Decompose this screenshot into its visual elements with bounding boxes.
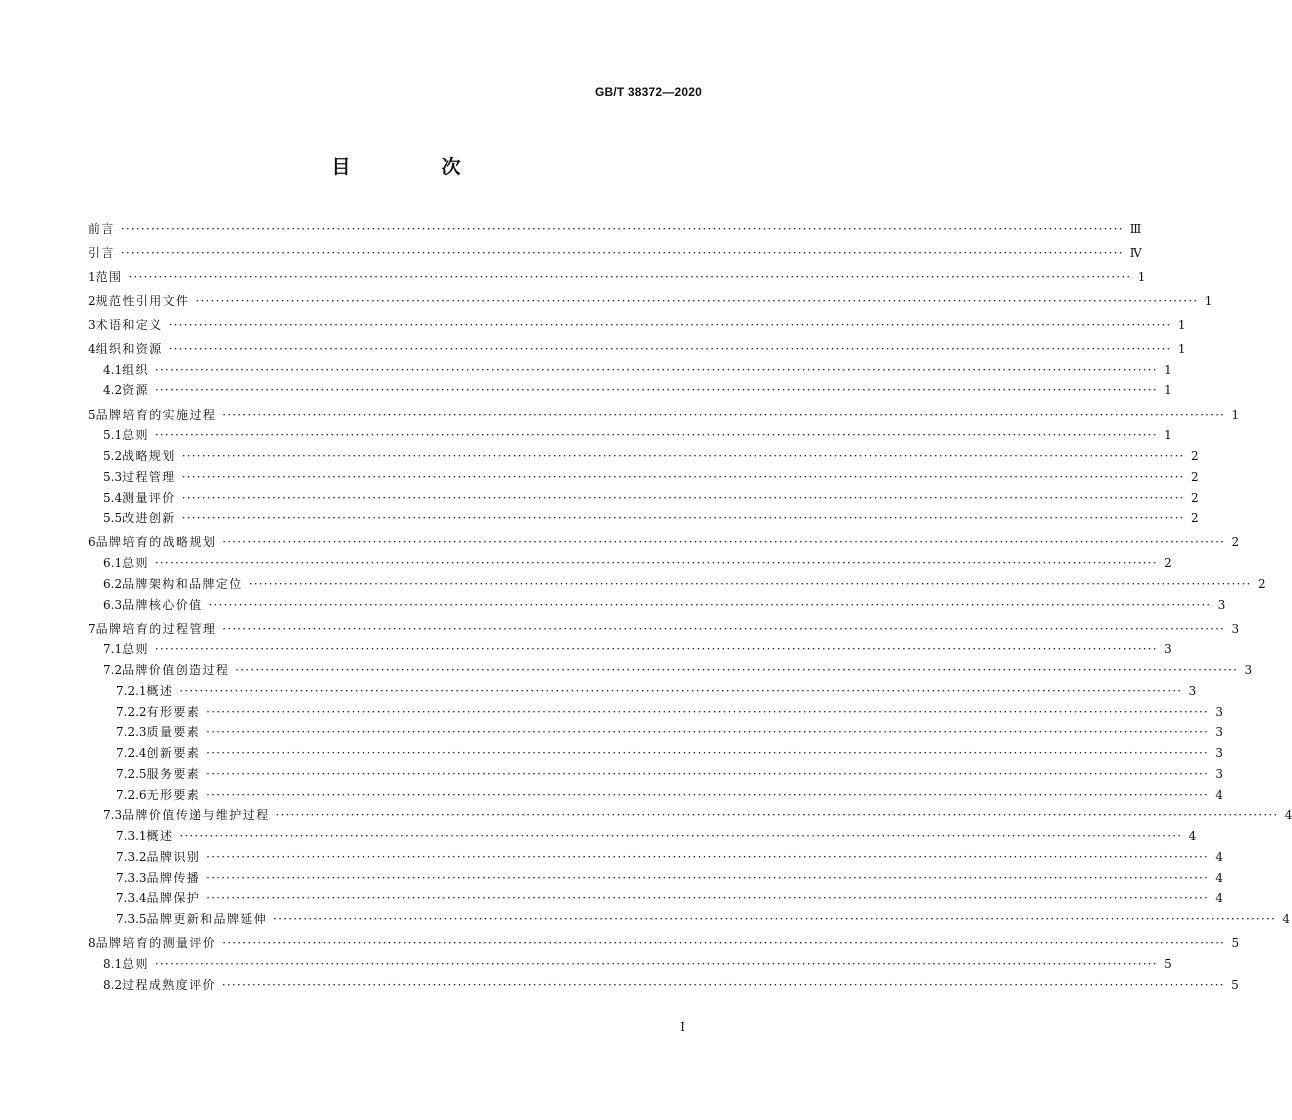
toc-entry-label: 测量评价 bbox=[122, 490, 176, 505]
table-of-contents bbox=[88, 215, 1292, 992]
toc-entry-page: 3 bbox=[1215, 725, 1224, 740]
toc-entry-number: 6.3 bbox=[103, 597, 123, 612]
toc-entry[interactable] bbox=[88, 505, 1199, 526]
toc-entry-number: 4.1 bbox=[103, 362, 123, 377]
toc-entry[interactable] bbox=[88, 463, 1199, 484]
toc-entry-number: 2 bbox=[88, 293, 96, 308]
toc-entry-label: 品牌架构和品牌定位 bbox=[122, 576, 243, 591]
toc-entry[interactable] bbox=[88, 864, 1224, 885]
toc-entry-page: 2 bbox=[1190, 511, 1199, 526]
toc-entry-number: 7.2 bbox=[103, 663, 123, 678]
toc-entry-page: 5 bbox=[1231, 977, 1239, 992]
toc-entry-label: 范围 bbox=[95, 269, 123, 284]
toc-entry-label: 品牌更新和品牌延伸 bbox=[146, 912, 268, 927]
toc-entry-label: 过程成熟度评价 bbox=[122, 977, 216, 992]
toc-entry-label: 总则 bbox=[122, 556, 149, 571]
toc-entry-number: 3 bbox=[88, 317, 96, 332]
toc-entry-label: 概述 bbox=[146, 829, 174, 844]
toc-entry-number: 8 bbox=[88, 936, 96, 951]
toc-entry-label: 资源 bbox=[122, 383, 149, 398]
toc-entry-label: 服务要素 bbox=[146, 766, 201, 781]
toc-entry-number: 7.3.4 bbox=[116, 891, 147, 906]
toc-entry-label: 术语和定义 bbox=[95, 317, 163, 332]
toc-entry-label: 总则 bbox=[122, 428, 149, 443]
toc-entry[interactable] bbox=[88, 239, 1142, 260]
toc-entry-page: 1 bbox=[1164, 428, 1172, 443]
toc-dot-leader: ········································································································································································································ bbox=[222, 535, 1226, 550]
toc-dot-leader: ········································································································································································································ bbox=[181, 449, 1185, 464]
toc-entry-page: 4 bbox=[1215, 891, 1224, 906]
toc-entry-label: 品牌核心价值 bbox=[122, 597, 203, 612]
toc-entry-label: 前言 bbox=[88, 221, 115, 236]
toc-entry-page: 1 bbox=[1177, 341, 1186, 356]
toc-entry[interactable] bbox=[88, 636, 1172, 657]
toc-entry-number: 7.2.4 bbox=[116, 746, 147, 761]
toc-dot-leader: ········································································································································································································ bbox=[195, 293, 1199, 308]
toc-dot-leader: ········································································································································································································ bbox=[273, 912, 1277, 927]
toc-entry[interactable] bbox=[88, 822, 1197, 844]
toc-entry-label: 品牌培育的实施过程 bbox=[95, 407, 217, 422]
toc-entry-label: 组织和资源 bbox=[95, 341, 163, 356]
toc-dot-leader: ········································································································································································································ bbox=[235, 663, 1239, 678]
toc-dot-leader: ········································································································································································································ bbox=[222, 936, 1226, 951]
toc-dot-leader: ········································································································································································································ bbox=[181, 511, 1185, 526]
toc-entry[interactable] bbox=[88, 401, 1240, 422]
standard-code: GB/T 38372—2020 bbox=[594, 85, 702, 99]
toc-entry-page: 2 bbox=[1190, 449, 1199, 464]
toc-entry-page: 1 bbox=[1137, 269, 1146, 284]
toc-entry-number: 5.5 bbox=[103, 511, 123, 526]
toc-entry[interactable] bbox=[88, 719, 1224, 740]
toc-entry[interactable] bbox=[88, 781, 1224, 802]
toc-entry[interactable] bbox=[88, 529, 1240, 550]
toc-entry[interactable] bbox=[88, 698, 1224, 719]
toc-entry[interactable] bbox=[88, 377, 1172, 398]
toc-dot-leader: ········································································································································································································ bbox=[208, 597, 1212, 612]
toc-entry-label: 规范性引用文件 bbox=[95, 293, 190, 308]
toc-entry-page: 3 bbox=[1244, 663, 1253, 678]
toc-entry-number: 6.1 bbox=[103, 556, 123, 571]
toc-entry[interactable] bbox=[88, 356, 1172, 377]
toc-entry-label: 概述 bbox=[146, 683, 174, 698]
toc-entry-label: 品牌培育的过程管理 bbox=[95, 621, 217, 636]
toc-entry-page: 5 bbox=[1164, 956, 1172, 971]
toc-entry-label: 组织 bbox=[122, 362, 149, 377]
toc-dot-leader: ········································································································································································································ bbox=[168, 317, 1172, 332]
toc-entry-number: 8.1 bbox=[103, 956, 123, 971]
toc-dot-leader: ········································································································································································································ bbox=[222, 407, 1226, 422]
toc-entry-label: 战略规划 bbox=[122, 449, 176, 464]
toc-entry-number: 7.2.1 bbox=[116, 683, 147, 698]
toc-entry-number: 7.3.3 bbox=[116, 870, 147, 885]
toc-entry-number: 7.2.5 bbox=[116, 766, 147, 781]
toc-entry-number: 6.2 bbox=[103, 576, 123, 591]
toc-entry-page: 3 bbox=[1215, 746, 1224, 761]
toc-entry-page: 3 bbox=[1231, 621, 1240, 636]
toc-entry[interactable] bbox=[88, 677, 1197, 698]
toc-dot-leader: ········································································································································································································ bbox=[275, 808, 1279, 823]
toc-entry-number: 7.2.2 bbox=[116, 704, 147, 719]
toc-entry-page: 2 bbox=[1231, 535, 1240, 550]
toc-dot-leader: ········································································································································································································ bbox=[206, 849, 1210, 864]
toc-entry-label: 品牌培育的测量评价 bbox=[95, 936, 217, 951]
toc-entry-number: 7 bbox=[88, 621, 96, 636]
toc-entry-page: 1 bbox=[1204, 293, 1213, 308]
toc-entry-number: 4 bbox=[88, 341, 96, 356]
toc-entry[interactable] bbox=[88, 422, 1172, 443]
toc-dot-leader: ········································································································································································································ bbox=[120, 245, 1124, 260]
toc-entry-page: 4 bbox=[1188, 829, 1197, 844]
toc-dot-leader: ········································································································································································································ bbox=[181, 469, 1185, 484]
toc-dot-leader: ········································································································································································································ bbox=[206, 891, 1210, 906]
toc-dot-leader: ········································································································································································································ bbox=[154, 642, 1158, 657]
toc-entry-label: 改进创新 bbox=[122, 511, 176, 526]
toc-entry-page: 1 bbox=[1177, 317, 1186, 332]
toc-entry-number: 4.2 bbox=[103, 383, 123, 398]
toc-entry-label: 总则 bbox=[122, 642, 149, 657]
toc-dot-leader: ········································································································································································································ bbox=[181, 490, 1185, 505]
toc-dot-leader: ········································································································································································································ bbox=[154, 362, 1158, 377]
toc-entry-page: Ⅲ bbox=[1129, 221, 1142, 236]
toc-entry-number: 6 bbox=[88, 535, 96, 550]
toc-dot-leader: ········································································································································································································ bbox=[206, 787, 1210, 802]
toc-entry[interactable] bbox=[88, 442, 1199, 464]
toc-entry[interactable] bbox=[88, 802, 1292, 823]
toc-entry[interactable] bbox=[88, 843, 1224, 864]
toc-entry-number: 5.3 bbox=[103, 469, 123, 484]
toc-dot-leader: ········································································································································································································ bbox=[248, 576, 1252, 591]
toc-entry-number: 5.4 bbox=[103, 490, 123, 505]
toc-entry[interactable] bbox=[88, 950, 1172, 971]
toc-dot-leader: ········································································································································································································ bbox=[206, 766, 1210, 781]
toc-entry[interactable] bbox=[88, 885, 1224, 906]
toc-entry-page: 1 bbox=[1164, 383, 1172, 398]
toc-entry[interactable] bbox=[88, 263, 1146, 284]
toc-entry-page: 1 bbox=[1164, 362, 1172, 377]
toc-entry[interactable] bbox=[88, 335, 1186, 356]
toc-entry-number: 7.3.5 bbox=[116, 912, 147, 927]
toc-entry[interactable] bbox=[88, 591, 1226, 612]
toc-entry-page: Ⅳ bbox=[1129, 245, 1142, 260]
toc-entry-page: 2 bbox=[1190, 490, 1199, 505]
toc-entry[interactable] bbox=[88, 311, 1186, 332]
toc-entry-page: 3 bbox=[1215, 704, 1224, 719]
toc-entry-number: 7.3 bbox=[103, 808, 123, 823]
toc-dot-leader: ········································································································································································································ bbox=[154, 556, 1158, 571]
toc-entry-label: 有形要素 bbox=[146, 704, 201, 719]
toc-entry-label: 品牌识别 bbox=[146, 849, 201, 864]
toc-entry-page: 3 bbox=[1188, 683, 1197, 698]
toc-dot-leader: ········································································································································································································ bbox=[154, 956, 1158, 971]
toc-entry[interactable] bbox=[88, 971, 1239, 992]
toc-entry-number: 5.1 bbox=[103, 428, 123, 443]
toc-entry-page: 2 bbox=[1190, 469, 1199, 484]
toc-entry-page: 4 bbox=[1282, 912, 1291, 927]
toc-entry[interactable] bbox=[88, 739, 1224, 761]
toc-entry[interactable] bbox=[88, 215, 1142, 236]
toc-dot-leader: ········································································································································································································ bbox=[206, 746, 1210, 761]
toc-entry-page: 4 bbox=[1284, 808, 1292, 823]
toc-dot-leader: ········································································································································································································ bbox=[206, 725, 1210, 740]
toc-entry-page: 3 bbox=[1215, 766, 1224, 781]
toc-entry-label: 品牌价值传递与维护过程 bbox=[122, 808, 270, 823]
toc-entry-number: 7.2.3 bbox=[116, 725, 147, 740]
toc-entry-label: 引言 bbox=[88, 245, 115, 260]
toc-entry-number: 7.3.1 bbox=[116, 829, 147, 844]
toc-entry[interactable] bbox=[88, 484, 1199, 505]
toc-entry-page: 1 bbox=[1231, 407, 1240, 422]
toc-entry-page: 2 bbox=[1164, 556, 1172, 571]
toc-dot-leader: ········································································································································································································ bbox=[222, 621, 1226, 636]
toc-entry-label: 质量要素 bbox=[146, 725, 201, 740]
toc-entry-number: 7.2.6 bbox=[116, 787, 147, 802]
toc-entry[interactable] bbox=[88, 287, 1213, 308]
toc-entry[interactable] bbox=[88, 929, 1240, 951]
toc-entry-label: 品牌传播 bbox=[146, 870, 201, 885]
toc-entry[interactable] bbox=[88, 549, 1172, 571]
toc-entry-label: 品牌培育的战略规划 bbox=[95, 535, 217, 550]
toc-entry-label: 无形要素 bbox=[146, 787, 201, 802]
toc-entry[interactable] bbox=[88, 760, 1224, 781]
toc-entry-page: 2 bbox=[1257, 576, 1266, 591]
toc-entry[interactable] bbox=[88, 905, 1291, 927]
toc-entry-number: 5 bbox=[88, 407, 96, 422]
toc-dot-leader: ········································································································································································································ bbox=[206, 870, 1210, 885]
toc-entry[interactable] bbox=[88, 656, 1253, 678]
toc-entry-label: 品牌价值创造过程 bbox=[122, 663, 230, 678]
page-title: 目 次 bbox=[331, 156, 497, 178]
toc-entry-label: 创新要素 bbox=[146, 746, 201, 761]
toc-dot-leader: ········································································································································································································ bbox=[206, 704, 1210, 719]
toc-entry-number: 7.3.2 bbox=[116, 849, 147, 864]
toc-dot-leader: ········································································································································································································ bbox=[154, 383, 1158, 398]
toc-dot-leader: ········································································································································································································ bbox=[120, 221, 1124, 236]
toc-entry-label: 品牌保护 bbox=[146, 891, 201, 906]
toc-entry[interactable] bbox=[88, 615, 1240, 636]
toc-entry-page: 5 bbox=[1231, 936, 1240, 951]
page-number: Ⅰ bbox=[680, 1020, 685, 1034]
toc-entry-page: 4 bbox=[1215, 849, 1224, 864]
toc-entry-number: 1 bbox=[88, 269, 96, 284]
toc-entry-label: 过程管理 bbox=[122, 469, 176, 484]
toc-entry-number: 5.2 bbox=[103, 449, 123, 464]
toc-entry-page: 3 bbox=[1217, 597, 1226, 612]
toc-entry-page: 3 bbox=[1164, 642, 1172, 657]
toc-dot-leader: ········································································································································································································ bbox=[154, 428, 1158, 443]
toc-entry-number: 7.1 bbox=[103, 642, 123, 657]
toc-dot-leader: ········································································································································································································ bbox=[179, 829, 1183, 844]
toc-dot-leader: ········································································································································································································ bbox=[128, 269, 1132, 284]
toc-entry-number: 8.2 bbox=[103, 977, 123, 992]
toc-dot-leader: ········································································································································································································ bbox=[168, 341, 1172, 356]
toc-dot-leader: ········································································································································································································ bbox=[221, 977, 1225, 992]
toc-dot-leader: ········································································································································································································ bbox=[179, 683, 1183, 698]
toc-entry-label: 总则 bbox=[122, 956, 149, 971]
toc-entry-page: 4 bbox=[1215, 870, 1224, 885]
toc-entry-page: 4 bbox=[1215, 787, 1224, 802]
toc-entry[interactable] bbox=[88, 570, 1266, 591]
